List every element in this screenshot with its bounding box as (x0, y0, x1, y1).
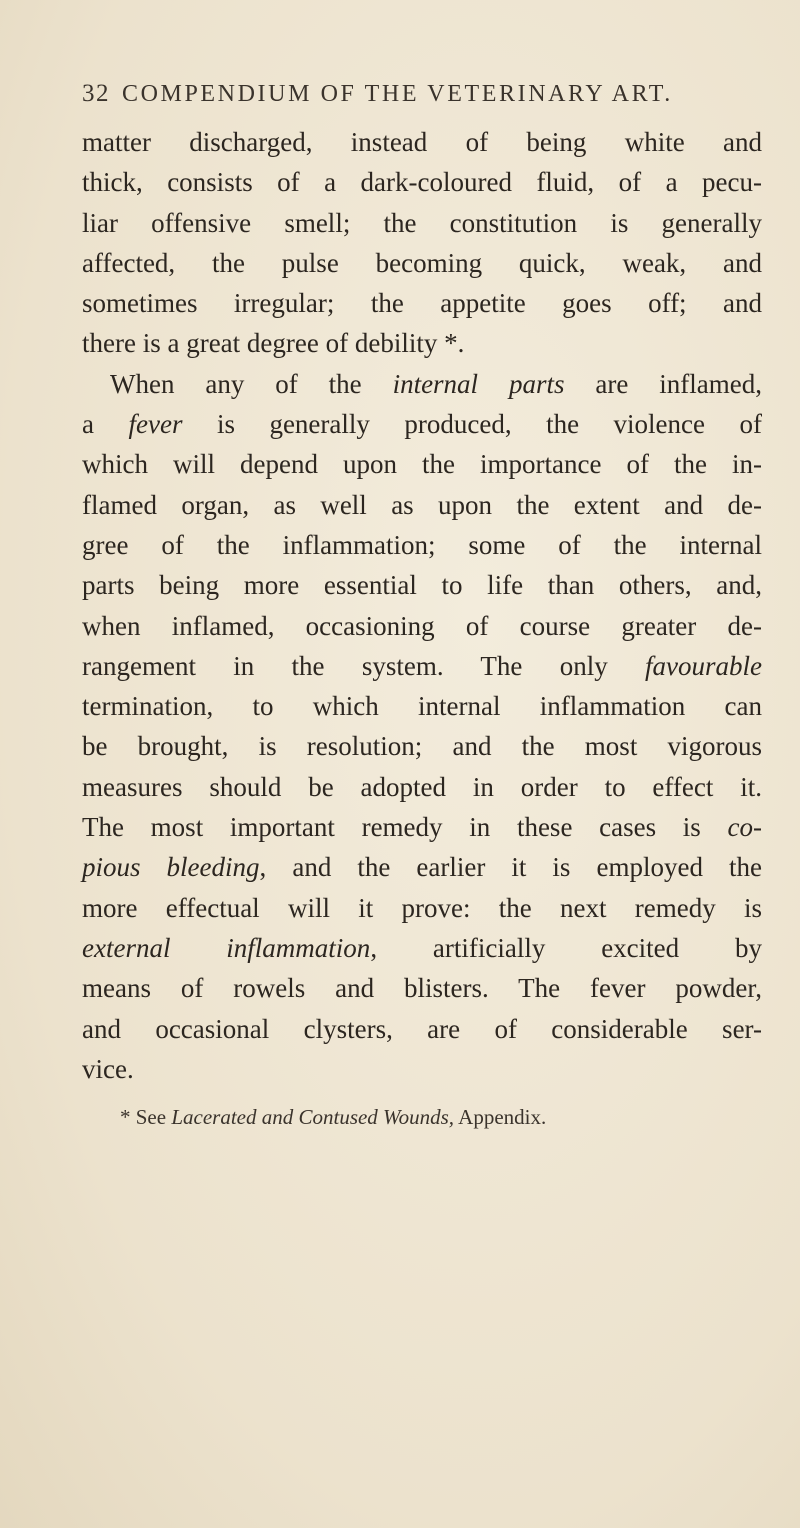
text-line: more effectual will it prove: the next remedy is (82, 892, 762, 923)
text-line: a fever is generally produced, the violence of (82, 409, 762, 440)
text-line: rangement in the system. The only favourable (82, 650, 762, 681)
italic-emphasis: co- (727, 812, 762, 843)
page-number: 32 (82, 80, 110, 107)
text-line: flamed organ, as well as upon the extent and de- (82, 489, 762, 520)
text-line: affected, the pulse becoming quick, weak, and (82, 247, 762, 278)
running-head (82, 80, 762, 108)
italic-emphasis: internal parts (392, 368, 565, 399)
italic-emphasis: favourable (645, 650, 762, 681)
footnote (120, 1105, 720, 1130)
italic-emphasis: pious bleeding (82, 852, 260, 883)
italic-emphasis: fever (128, 409, 183, 440)
text-line: when inflamed, occasioning of course greater de- (82, 610, 762, 641)
text-line: be brought, is resolution; and the most vigorous (82, 731, 762, 762)
text-line: liar offensive smell; the constitution is generally (82, 207, 762, 238)
text-line: When any of the internal parts are inflamed, (110, 368, 762, 399)
text-line: vice. (82, 1053, 134, 1084)
text-line: external inflammation, artificially excited by (82, 932, 762, 963)
body-text (82, 122, 762, 1089)
text-line: thick, consists of a dark-coloured fluid, of a pecu- (82, 167, 762, 198)
text-line: there is a great degree of debility *. (82, 328, 465, 359)
footnote-appendix: Appendix. (458, 1105, 547, 1129)
text-line: pious bleeding, and the earlier it is employed the (82, 852, 762, 883)
footnote-marker: * See (120, 1105, 167, 1129)
text-line: The most important remedy in these cases is co- (82, 812, 762, 843)
text-line: means of rowels and blisters. The fever powder, (82, 973, 762, 1004)
text-line: sometimes irregular; the appetite goes off; and (82, 288, 762, 319)
text-line: gree of the inflammation; some of the internal (82, 529, 762, 560)
text-line: and occasional clysters, are of considerable ser- (82, 1013, 762, 1044)
footnote-reference: Lacerated and Contused Wounds, (171, 1105, 455, 1129)
text-line: parts being more essential to life than others, and, (82, 570, 762, 601)
text-line: measures should be adopted in order to effect it. (82, 771, 762, 802)
text-line: which will depend upon the importance of the in- (82, 449, 762, 480)
running-title: COMPENDIUM OF THE VETERINARY ART. (122, 81, 673, 107)
text-line: termination, to which internal inflammation can (82, 691, 762, 722)
text-line: matter discharged, instead of being white and (82, 127, 762, 157)
italic-emphasis: external inflammation (82, 932, 371, 963)
